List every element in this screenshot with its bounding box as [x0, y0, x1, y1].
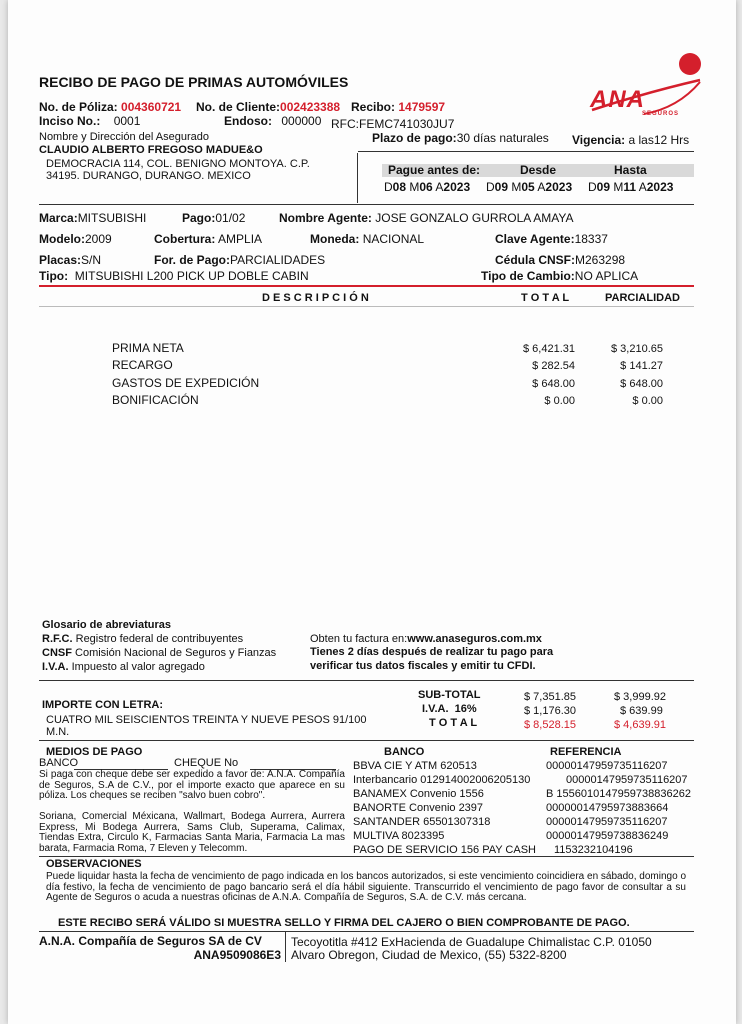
- importe-label: IMPORTE CON LETRA:: [42, 699, 163, 711]
- banco-item: BANAMEX Convenio 1556: [353, 788, 484, 800]
- inciso-line: [39, 114, 140, 128]
- plazo-line: [372, 131, 549, 145]
- vigencia-label: Vigencia:: [572, 133, 626, 147]
- logo-text: ANA: [590, 86, 645, 113]
- cliente-line: [196, 100, 340, 114]
- inciso-label: Inciso No.:: [39, 114, 101, 128]
- parcialidad-header: PARCIALIDAD: [605, 292, 680, 304]
- endoso-line: [224, 114, 321, 128]
- nombre-label: Nombre y Dirección del Asegurado: [39, 131, 209, 143]
- footer-empresa: A.N.A. Compañía de Seguros SA de CV: [39, 934, 262, 948]
- glosario-title: Glosario de abreviaturas: [42, 619, 171, 631]
- moneda-field: Moneda: NACIONAL: [310, 232, 425, 246]
- referencia-item: 1153232104196: [554, 844, 633, 856]
- cheque-instrucciones: Si paga con cheque debe ser expedido a favor de: A.N.A. Compañía de Seguros, S.A de C.V., por el importe exacto que aparece en su póliza. Los cheques se reciben "salvo buen cobro".: [39, 769, 345, 801]
- concepto-label: PRIMA NETA: [112, 341, 184, 355]
- observaciones-text: Puede liquidar hasta la fecha de vencimiento de pago indicada en los bancos autorizados, si este vencimiento coincidiera en sábado, domingo o día festivo, la fecha de vencimiento de pago bancario será el día hábil siguiente. Transcurrido el vencimiento de pago favor de consultar a su Agente de Seguros o acuda a nuestras oficinas de A.N.A. Compañía de Seguros, S.A. de C.V. más cercana.: [46, 871, 686, 903]
- vigencia-value: a las12 Hrs: [628, 133, 690, 147]
- rfc-value: RFC:FEMC741030JU7: [331, 117, 455, 131]
- ana-logo: [588, 52, 704, 122]
- cliente-label: No. de Cliente:: [196, 100, 281, 114]
- footer-rfc: ANA9509086E3: [193, 948, 281, 962]
- tiendas-lista: Soriana, Comercial Méxicana, Wallmart, Bodega Aurrera, Aurrera Express, Mi Bodega Aurrera, Sams Club, Superama, Calimax, Tiendas Extra, Circulo K, Farmacias Santa Maria, Farmacia La mas barata, Farmacia Roma, 7 Eleven y Telecomm.: [39, 811, 345, 854]
- concepto-label: BONIFICACIÓN: [112, 393, 199, 407]
- concepto-label: RECARGO: [112, 358, 173, 372]
- footer-direccion-2: Alvaro Obregon, Ciudad de Mexico, (55) 5322-8200: [291, 948, 567, 962]
- observaciones-title: OBSERVACIONES: [46, 858, 142, 870]
- glosario-item: CNSF Comisión Nacional de Seguros y Fianzas: [42, 647, 277, 659]
- cobertura-field: Cobertura: AMPLIA: [154, 232, 263, 246]
- poliza-value: 004360721: [121, 100, 182, 114]
- validez-text: ESTE RECIBO SERÁ VÁLIDO SI MUESTRA SELLO Y FIRMA DEL CAJERO O BIEN COMPROBANTE DE PAGO.: [58, 917, 630, 929]
- aviso-line-2: verificar tus datos fiscales y emitir tu CFDI.: [310, 660, 536, 672]
- hasta-date: D09 M11 A2023: [588, 180, 674, 194]
- referencia-item: 00000147959735116207: [546, 816, 668, 828]
- glosario-item: I.V.A. Impuesto al valor agregado: [42, 661, 205, 673]
- total-value: $ 8,528.15: [524, 719, 576, 731]
- desde-date: D09 M05 A2023: [486, 180, 573, 194]
- cliente-value: 002423388: [280, 100, 341, 114]
- concepto-parcial: $ 3,210.65: [611, 343, 663, 355]
- recibo-value: 1479597: [398, 100, 446, 114]
- direccion-line-1: DEMOCRACIA 114, COL. BENIGNO MONTOYA. C.P.: [46, 158, 310, 170]
- desde-label: Desde: [520, 163, 557, 177]
- banco-item: PAGO DE SERVICIO 156 PAY CASH: [353, 844, 536, 856]
- tipo-field: Tipo: MITSUBISHI L200 PICK UP DOBLE CABIN: [39, 269, 309, 283]
- vigencia-line: [572, 133, 689, 147]
- total-label: T O T A L: [429, 717, 478, 729]
- placas-field: Placas:S/N: [39, 253, 102, 267]
- hasta-label: Hasta: [614, 163, 647, 177]
- direccion-line-2: 34195. DURANGO, DURANGO. MEXICO: [46, 170, 251, 182]
- banco-header: BANCO: [384, 746, 425, 758]
- total-header: T O T A L: [521, 292, 570, 304]
- factura-link[interactable]: www.anaseguros.com.mx: [407, 633, 542, 645]
- logo-subtext: SEGUROS: [642, 111, 680, 117]
- poliza-label: No. de Póliza:: [39, 100, 118, 114]
- concepto-total: $ 282.54: [532, 360, 575, 372]
- concepto-total: $ 648.00: [532, 378, 575, 390]
- referencia-header: REFERENCIA: [550, 746, 622, 758]
- pague-label: Pague antes de:: [388, 163, 481, 177]
- cheque-field: CHEQUE No: [174, 757, 239, 769]
- banco-item: BANORTE Convenio 2397: [353, 802, 484, 814]
- referencia-item: 00000147959735116207: [566, 774, 688, 786]
- subtotal-parcial: $ 3,999.92: [614, 691, 666, 703]
- aviso-line-1: Tienes 2 días después de realizar tu pago para: [310, 646, 554, 658]
- iva-value: $ 1,176.30: [524, 705, 576, 717]
- recibo-line: [351, 100, 445, 114]
- medios-label: MEDIOS DE PAGO: [46, 746, 143, 758]
- concepto-label: GASTOS DE EXPEDICIÓN: [112, 376, 260, 390]
- banco-field: BANCO: [39, 757, 79, 769]
- agente-field: Nombre Agente: JOSE GONZALO GURROLA AMAYA: [279, 211, 574, 225]
- pago-field: Pago:01/02: [182, 211, 246, 225]
- banco-item: BBVA CIE Y ATM 620513: [353, 760, 477, 772]
- iva-parcial: $ 639.99: [620, 705, 663, 717]
- cedula-field: Cédula CNSF:M263298: [495, 253, 626, 267]
- concepto-parcial: $ 648.00: [620, 378, 663, 390]
- importe-text-1: CUATRO MIL SEISCIENTOS TREINTA Y NUEVE PESOS 91/100: [46, 714, 367, 726]
- concepto-parcial: $ 0.00: [632, 395, 663, 407]
- referencia-item: B 155601014795973883626​2: [546, 788, 691, 800]
- factura-line: Obten tu factura en:www.anaseguros.com.mx: [310, 633, 542, 645]
- banco-item: Interbancario 012914002006205130: [353, 774, 531, 786]
- clave-field: Clave Agente:18337: [495, 232, 608, 246]
- policy-line: [39, 100, 181, 114]
- plazo-label: Plazo de pago:: [372, 131, 457, 145]
- glosario-item: R.F.C. Registro federal de contribuyentes: [42, 633, 244, 645]
- modelo-field: Modelo:2009: [39, 232, 112, 246]
- banco-item: MULTIVA 8023395: [353, 830, 445, 842]
- receipt-page: [8, 0, 736, 1024]
- referencia-item: 00000147959738836249: [546, 830, 669, 842]
- descripcion-header: D E S C R I P C I Ó N: [262, 292, 369, 304]
- concepto-parcial: $ 141.27: [620, 360, 663, 372]
- asegurado-name: CLAUDIO ALBERTO FREGOSO MADUE&O: [39, 144, 263, 156]
- document-title: RECIBO DE PAGO DE PRIMAS AUTOMÓVILES: [39, 74, 349, 90]
- subtotal-value: $ 7,351.85: [524, 691, 576, 703]
- inciso-value: 0001: [113, 114, 141, 128]
- subtotal-label: SUB-TOTAL: [418, 689, 481, 701]
- plazo-value: 30 días naturales: [456, 131, 549, 145]
- cambio-field: Tipo de Cambio:NO APLICA: [481, 269, 639, 283]
- iva-label: I.V.A. 16%: [422, 703, 477, 715]
- total-parcial: $ 4,639.91: [614, 719, 666, 731]
- endoso-value: 000000: [281, 114, 322, 128]
- marca-field: Marca:MITSUBISHI: [39, 211, 147, 225]
- recibo-label: Recibo:: [351, 100, 396, 114]
- importe-text-2: M.N.: [46, 726, 70, 738]
- banco-item: SANTANDER 65501307318: [353, 816, 491, 828]
- footer-direccion-1: Tecoyotitla #412 ExHacienda de Guadalupe Chimalistac C.P. 01050: [291, 935, 652, 949]
- concepto-total: $ 0.00: [544, 395, 575, 407]
- concepto-total: $ 6,421.31: [523, 343, 575, 355]
- forpago-field: For. de Pago:PARCIALIDADES: [154, 253, 326, 267]
- pague-date: D08 M06 A2023: [384, 180, 471, 194]
- referencia-item: 00000147959735116207: [546, 760, 668, 772]
- referencia-item: 00000014795973883664: [546, 802, 669, 814]
- endoso-label: Endoso:: [224, 114, 272, 128]
